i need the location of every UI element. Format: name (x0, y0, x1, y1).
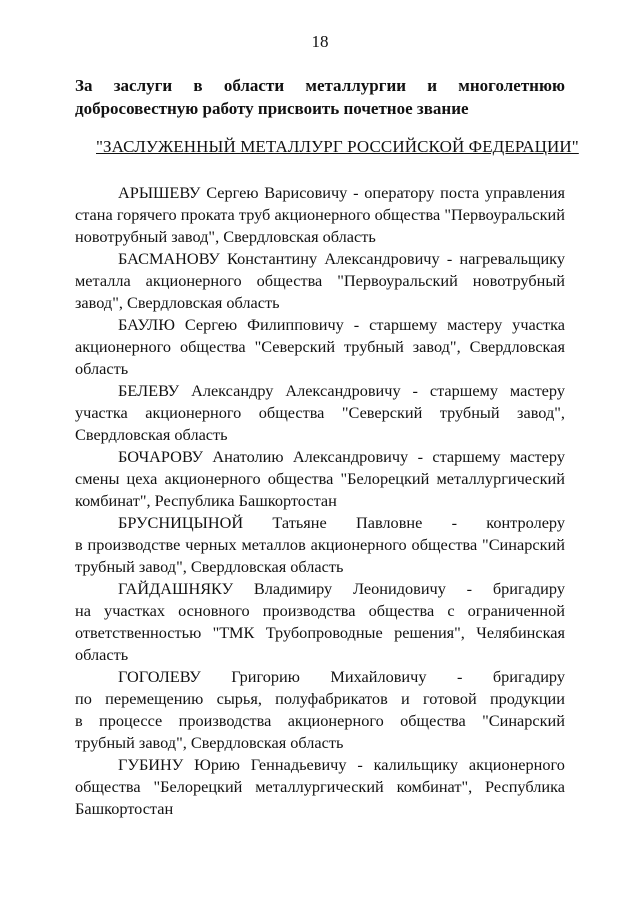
word: Александровичу (324, 249, 440, 268)
nominee-text-line (75, 622, 565, 644)
nominee-entry (75, 754, 565, 820)
intro-word: и (427, 76, 438, 95)
nominee-text-line (75, 600, 565, 622)
word: Александру (191, 381, 274, 400)
word: акционерного (287, 711, 384, 730)
word: Сергею (206, 183, 259, 202)
word: мастеру (509, 381, 565, 400)
nominee-text-line: комбинат", Республика Башкортостан (75, 491, 337, 510)
word: трубный (343, 337, 404, 356)
word: проката (180, 205, 235, 224)
word: общества (400, 711, 466, 730)
nominee-entry (75, 578, 565, 666)
nominee-entry (75, 380, 565, 446)
word: БЕЛЕВУ (118, 381, 180, 400)
word: акционерного (145, 403, 242, 422)
word: БРУСНИЦЫНОЙ (118, 513, 244, 532)
word: - (456, 667, 463, 686)
word: труб (238, 205, 271, 224)
nominee-name-line (75, 182, 565, 204)
word: производства (262, 601, 356, 620)
word: БОЧАРОВУ (118, 447, 204, 466)
word: Григорию (231, 667, 300, 686)
word: бригадиру (492, 579, 565, 598)
word: Свердловская (469, 337, 565, 356)
word: - (451, 513, 457, 532)
word: участках (104, 601, 165, 620)
word: новотрубный (472, 271, 565, 290)
nominee-text-line: завод", Свердловская область (75, 293, 280, 312)
nominee-text-line (75, 710, 565, 732)
word: участка (75, 403, 128, 422)
word: Республика (485, 777, 565, 796)
word: Анатолию (212, 447, 284, 466)
word: участка (512, 315, 565, 334)
nominee-name-line (75, 380, 565, 402)
word: Юрию (194, 755, 240, 774)
word: контролеру (486, 513, 565, 532)
nominee-text-line: область (75, 645, 129, 664)
nominee-name-line (75, 754, 565, 776)
word: на (75, 601, 91, 620)
word: - (353, 315, 360, 334)
word: "Первоуральский (337, 271, 458, 290)
word: в (75, 711, 83, 730)
nominee-entry (75, 182, 565, 248)
word: завод", (412, 337, 461, 356)
word: металлургический (436, 469, 565, 488)
nominee-text-line (75, 776, 565, 798)
nominee-entry (75, 666, 565, 754)
nominee-entry (75, 512, 565, 578)
word: производства (178, 711, 272, 730)
word: - (357, 755, 363, 774)
word: процессе (99, 711, 163, 730)
intro-word: металлургии (305, 76, 407, 95)
word: акционерного (145, 271, 242, 290)
nominee-name-line (75, 248, 565, 270)
intro-word: области (223, 76, 285, 95)
word: АРЫШЕВУ (118, 183, 201, 202)
word: Варисовичу (264, 183, 348, 202)
word: акционерного (468, 755, 565, 774)
word: Филипповичу (247, 315, 344, 334)
word: - (466, 579, 473, 598)
nominee-text-line (75, 204, 565, 226)
word: "ТМК (212, 623, 255, 642)
word: старшему (429, 381, 498, 400)
word: - (446, 249, 453, 268)
intro-word: заслуги (113, 76, 173, 95)
nominee-entry (75, 446, 565, 512)
word: "Белорецкий (153, 777, 243, 796)
word: с (447, 601, 455, 620)
nominee-name-line (75, 314, 565, 336)
word: Александровичу (292, 447, 409, 466)
nominee-text-line: Башкортостан (75, 799, 174, 818)
word: горячего (116, 205, 177, 224)
word: "Первоуральский (444, 205, 565, 224)
nominee-text-line: трубный завод", Свердловская область (75, 557, 344, 576)
word: "Синарский (482, 711, 565, 730)
page-number: 18 (311, 32, 329, 51)
word: общества (267, 469, 334, 488)
word: Михайловичу (330, 667, 427, 686)
word: металлов (241, 535, 306, 554)
word: Владимиру (253, 579, 333, 598)
word: Челябинская (476, 623, 565, 642)
nominee-text-line: новотрубный завод", Свердловская область (75, 227, 376, 246)
word: Геннадьевичу (250, 755, 347, 774)
word: общества (411, 535, 478, 554)
intro-paragraph (75, 74, 565, 120)
word: и (401, 689, 410, 708)
nominee-text-line: Свердловская область (75, 425, 228, 444)
word: - (417, 447, 423, 466)
word: завод", (517, 403, 565, 422)
word: мастеру (509, 447, 565, 466)
intro-word: многолетнюю (458, 76, 565, 95)
word: ГУБИНУ (118, 755, 184, 774)
nominee-text-line (75, 468, 565, 490)
nominee-text-line (75, 688, 565, 710)
word: Александровичу (285, 381, 401, 400)
word: в (75, 535, 83, 554)
nominee-text-line (75, 534, 565, 556)
word: общества (258, 403, 325, 422)
nominee-text-line: область (75, 359, 129, 378)
nominee-text-line (75, 402, 565, 424)
nominee-name-line (75, 512, 565, 534)
word: "Белорецкий (340, 469, 430, 488)
word: основного (178, 601, 250, 620)
word: Татьяне (272, 513, 327, 532)
word: ограниченной (467, 601, 565, 620)
nominee-text-line: трубный завод", Свердловская область (75, 733, 344, 752)
word: ответственностью (75, 623, 202, 642)
word: черных (185, 535, 237, 554)
word: управления (484, 183, 565, 202)
word: "Северский (341, 403, 423, 422)
word: производстве (87, 535, 181, 554)
intro-word: в (193, 76, 203, 95)
word: металла (75, 271, 131, 290)
nominee-entry (75, 314, 565, 380)
award-title: "ЗАСЛУЖЕННЫЙ МЕТАЛЛУРГ РОССИЙСКОЙ ФЕДЕРАЦИИ" (96, 137, 579, 156)
word: стана (75, 205, 113, 224)
word: БАУЛЮ (118, 315, 175, 334)
word: акционерного (164, 469, 261, 488)
word: акционерного (274, 205, 371, 224)
word: - (353, 183, 359, 202)
word: цеха (126, 469, 158, 488)
word: трубный (439, 403, 500, 422)
word: продукции (489, 689, 565, 708)
nominee-name-line (75, 666, 565, 688)
nominee-entry (75, 248, 565, 314)
word: бригадиру (492, 667, 565, 686)
nominee-name-line (75, 446, 565, 468)
word: БАСМАНОВУ (118, 249, 220, 268)
word: - (412, 381, 418, 400)
word: "Синарский (482, 535, 565, 554)
intro-line-1 (75, 74, 565, 97)
word: общества (374, 205, 441, 224)
intro-word: За (75, 76, 93, 95)
word: нагревальщику (459, 249, 565, 268)
word: смены (75, 469, 120, 488)
word: Сергею (184, 315, 238, 334)
word: сырья, (216, 689, 262, 708)
word: общества (256, 271, 323, 290)
word: по (75, 689, 92, 708)
word: акционерного (75, 337, 172, 356)
word: ГАЙДАШНЯКУ (118, 579, 234, 598)
word: ГОГОЛЕВУ (118, 667, 201, 686)
nominee-name-line (75, 578, 565, 600)
word: оператору (364, 183, 435, 202)
nominee-text-line (75, 336, 565, 358)
word: готовой (423, 689, 477, 708)
word: Леонидовичу (352, 579, 446, 598)
word: общества (180, 337, 246, 356)
word: решения", (394, 623, 465, 642)
nominee-text-line (75, 270, 565, 292)
word: перемещению (105, 689, 204, 708)
word: Константину (227, 249, 318, 268)
intro-line-2: добросовестную работу присвоить почетное звание (75, 99, 469, 118)
word: Павловне (355, 513, 423, 532)
word: старшему (369, 315, 438, 334)
word: общества (75, 777, 141, 796)
word: полуфабрикатов (275, 689, 388, 708)
word: металлургический (255, 777, 384, 796)
word: Трубопроводные (265, 623, 383, 642)
word: "Северский (254, 337, 336, 356)
word: общества (368, 601, 435, 620)
word: мастеру (447, 315, 503, 334)
word: старшему (432, 447, 501, 466)
word: калильщику (373, 755, 459, 774)
word: комбинат", (396, 777, 473, 796)
word: поста (440, 183, 480, 202)
word: акционерного (310, 535, 407, 554)
